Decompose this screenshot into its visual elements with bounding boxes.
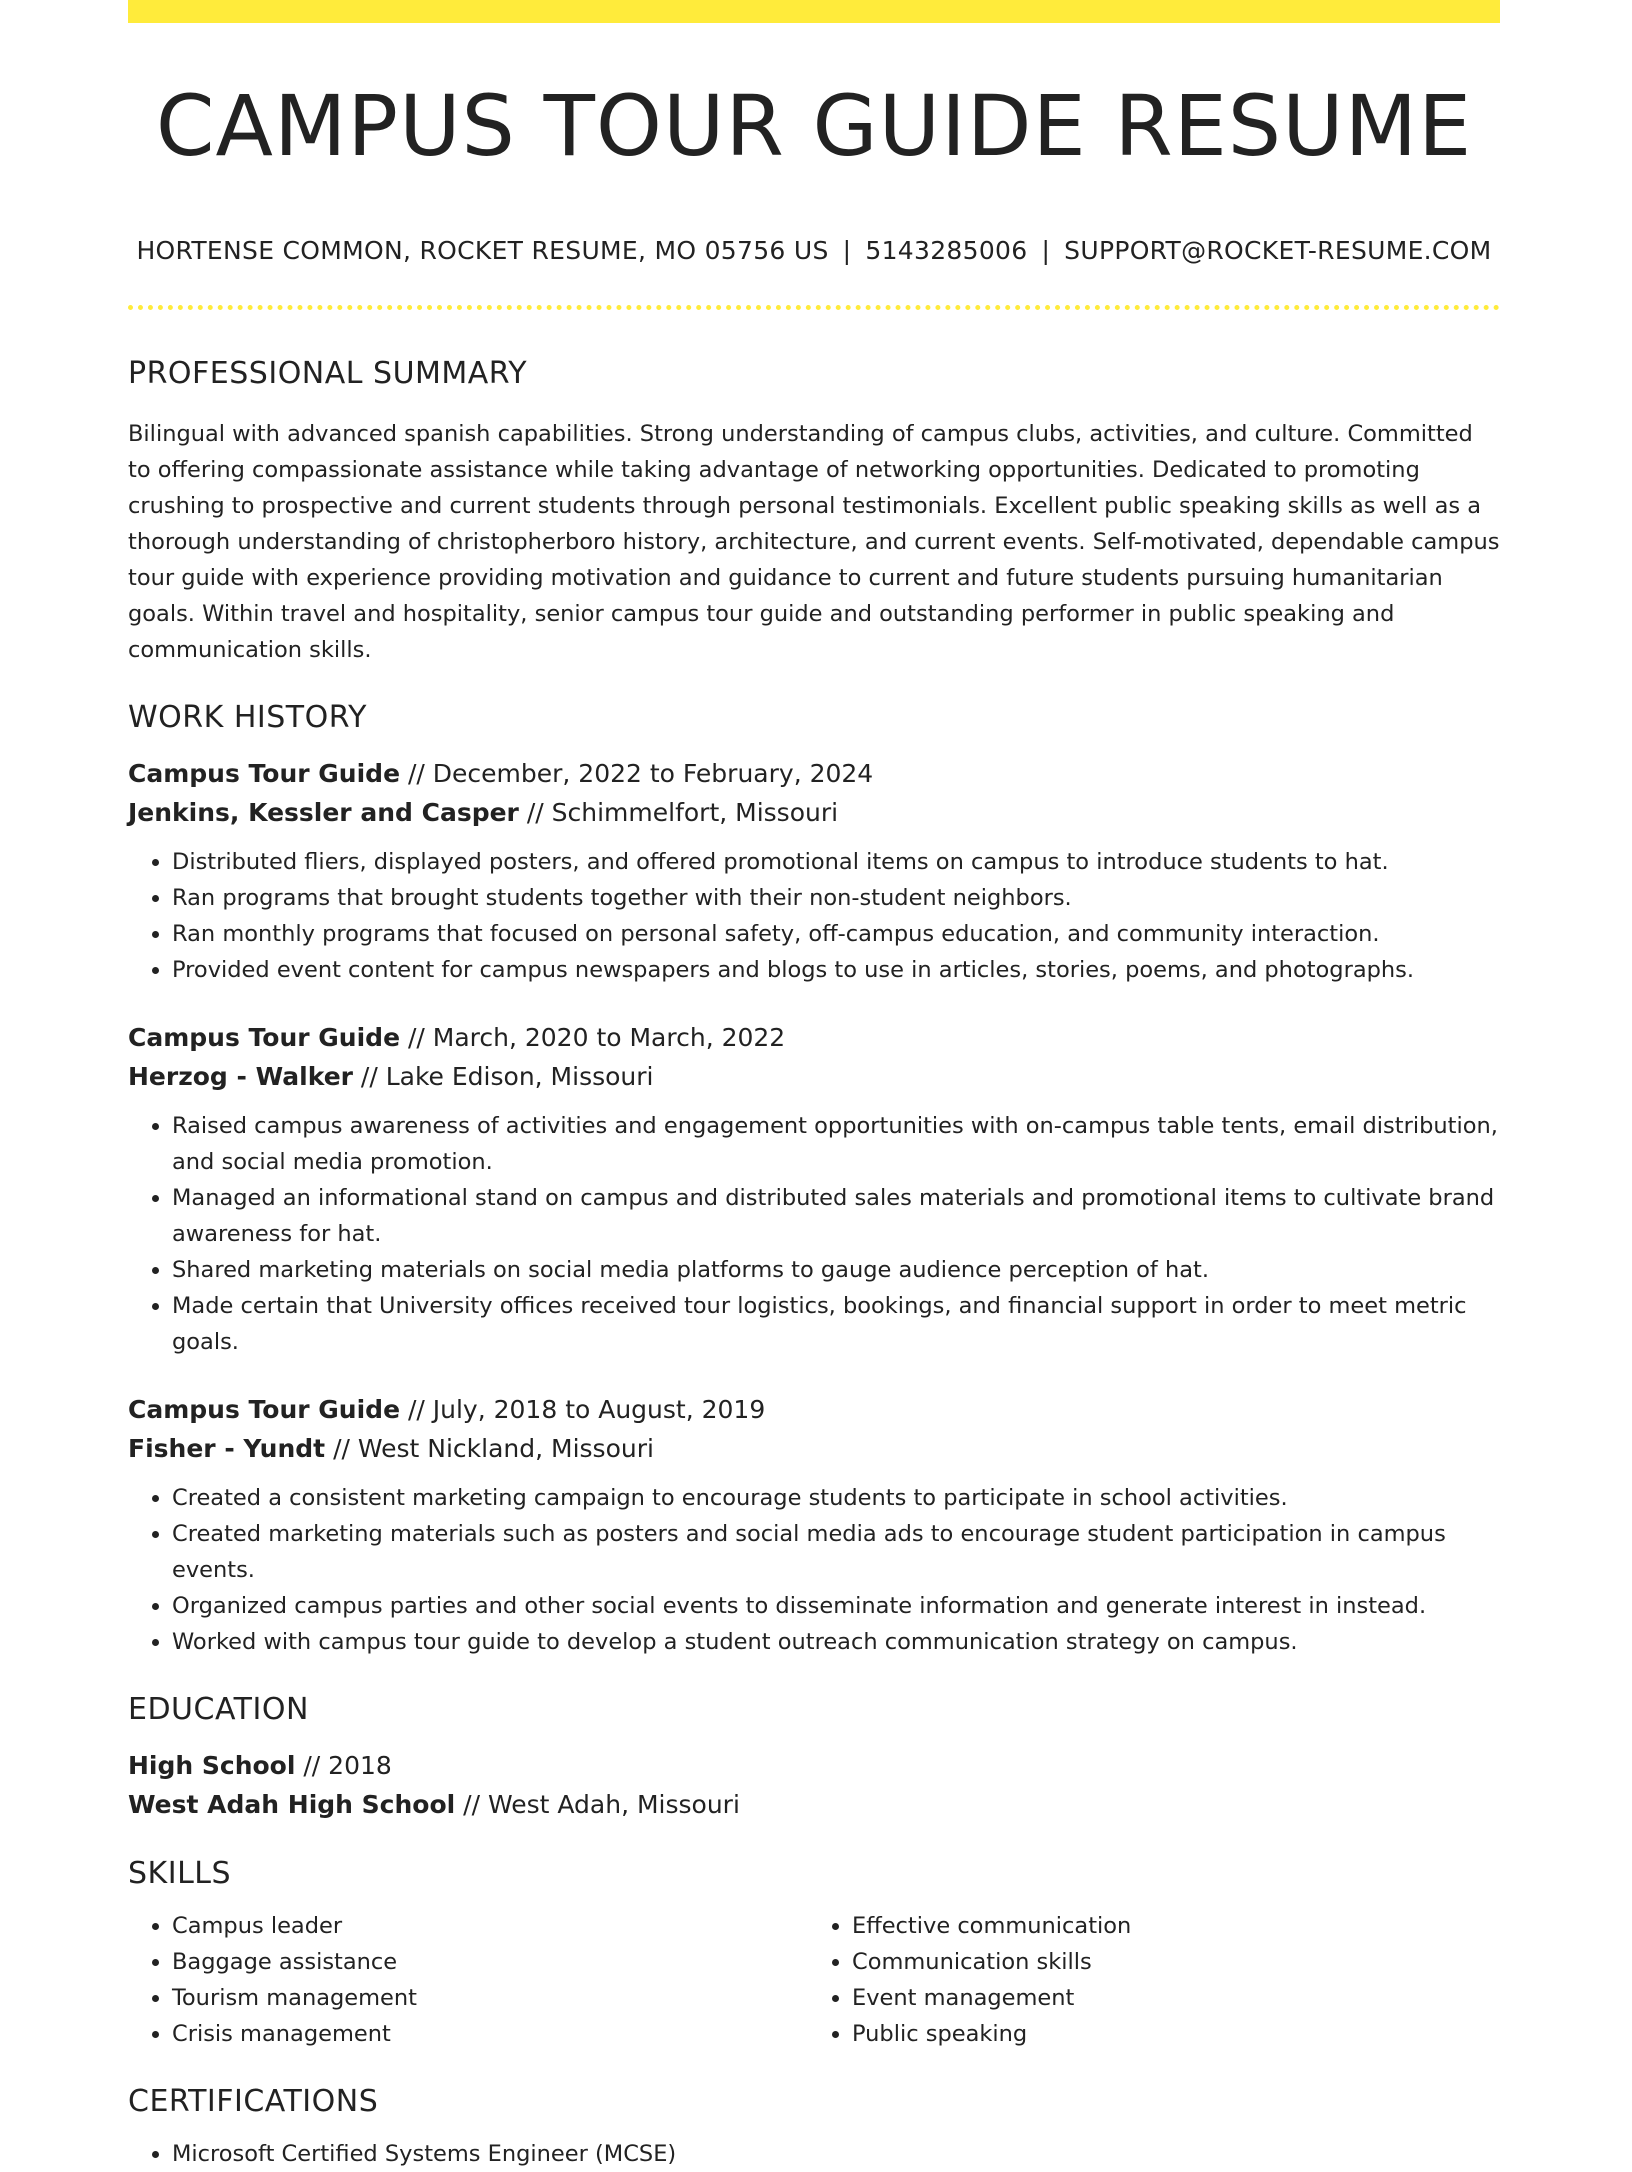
job-bullet: • Organized campus parties and other social events to disseminate information and generate interest in instead. [172, 1588, 1500, 1624]
contact-phone: 5143285006 [865, 236, 1028, 265]
education-school-line [128, 1785, 1500, 1824]
job-bullet: • Worked with campus tour guide to develop a student outreach communication strategy on campus. [172, 1624, 1500, 1660]
job-title: Campus Tour Guide [128, 1023, 401, 1052]
education-entry [128, 1746, 1500, 1824]
job-company-line [128, 1057, 1500, 1096]
job-location: // West Nickland, Missouri [325, 1434, 654, 1463]
job-entry [128, 1390, 1500, 1660]
job-bullet: • Distributed fliers, displayed posters, and offered promotional items on campus to introduce students to hat. [172, 844, 1500, 880]
contact-email: SUPPORT@ROCKET-RESUME.COM [1064, 236, 1492, 265]
job-company-line [128, 793, 1500, 832]
job-company: Herzog - Walker [128, 1062, 353, 1091]
job-location: // Lake Edison, Missouri [352, 1062, 654, 1091]
skills-column-right [802, 1908, 1482, 2052]
job-title-line [128, 1390, 1500, 1429]
skill-item: • Crisis management [172, 2016, 802, 2052]
job-dates: // March, 2020 to March, 2022 [400, 1023, 786, 1052]
job-entry [128, 1018, 1500, 1360]
job-bullet: • Ran monthly programs that focused on personal safety, off-campus education, and community interaction. [172, 916, 1500, 952]
contact-line [128, 236, 1500, 265]
work-history-section [128, 696, 1500, 1660]
education-degree-line [128, 1746, 1500, 1785]
job-bullet: • Created a consistent marketing campaign to encourage students to participate in school activities. [172, 1480, 1500, 1516]
top-accent-bar [128, 0, 1500, 23]
education-section [128, 1688, 1500, 1824]
skills-columns [128, 1908, 1500, 2052]
summary-section [128, 352, 1500, 668]
skill-item: • Public speaking [852, 2016, 1482, 2052]
job-entry [128, 754, 1500, 988]
page-title: CAMPUS TOUR GUIDE RESUME [155, 77, 1473, 175]
contact-address: HORTENSE COMMON, ROCKET RESUME, MO 05756 US [136, 236, 829, 265]
skill-item: • Communication skills [852, 1944, 1482, 1980]
job-bullet: • Provided event content for campus newspapers and blogs to use in articles, stories, poems, and photographs. [172, 952, 1500, 988]
job-title: Campus Tour Guide [128, 759, 401, 788]
summary-heading: PROFESSIONAL SUMMARY [128, 356, 528, 391]
skill-item: • Event management [852, 1980, 1482, 2016]
skill-item: • Baggage assistance [172, 1944, 802, 1980]
skills-column-left [128, 1908, 802, 2052]
skills-heading: SKILLS [128, 1856, 232, 1891]
education-school: West Adah High School [128, 1790, 456, 1819]
job-bullet: • Managed an informational stand on campus and distributed sales materials and promotional items to cultivate brand awareness for hat. [172, 1180, 1500, 1252]
education-year: // 2018 [295, 1751, 392, 1780]
job-bullet: • Raised campus awareness of activities and engagement opportunities with on-campus table tents, email distribution, and social media promotion. [172, 1108, 1500, 1180]
certification-item: • Microsoft Certified Systems Engineer (MCSE) [172, 2136, 1500, 2172]
job-dates: // July, 2018 to August, 2019 [400, 1395, 766, 1424]
resume-body [128, 352, 1500, 2172]
contact-separator: | [842, 236, 852, 265]
job-company: Jenkins, Kessler and Casper [128, 798, 519, 827]
job-bullet: • Made certain that University offices received tour logistics, bookings, and financial support in order to meet metric goals. [172, 1288, 1500, 1360]
skill-item: • Campus leader [172, 1908, 802, 1944]
job-company: Fisher - Yundt [128, 1434, 326, 1463]
education-heading: EDUCATION [128, 1692, 309, 1727]
education-degree: High School [128, 1751, 296, 1780]
dotted-divider [128, 305, 1500, 310]
job-bullet: • Ran programs that brought students together with their non-student neighbors. [172, 880, 1500, 916]
contact-separator: | [1041, 236, 1051, 265]
job-company-line [128, 1429, 1500, 1468]
skills-section [128, 1852, 1500, 2052]
job-location: // Schimmelfort, Missouri [518, 798, 839, 827]
skill-item: • Tourism management [172, 1980, 802, 2016]
certifications-section [128, 2080, 1500, 2172]
job-dates: // December, 2022 to February, 2024 [400, 759, 874, 788]
work-history-heading: WORK HISTORY [128, 700, 367, 735]
skill-item: • Effective communication [852, 1908, 1482, 1944]
certifications-list [128, 2136, 1500, 2172]
job-bullet: • Created marketing materials such as posters and social media ads to encourage student participation in campus events. [172, 1516, 1500, 1588]
job-title: Campus Tour Guide [128, 1395, 401, 1424]
education-location: // West Adah, Missouri [455, 1790, 740, 1819]
job-bullets [128, 1480, 1500, 1660]
job-title-line [128, 754, 1500, 793]
summary-text: Bilingual with advanced spanish capabilities. Strong understanding of campus clubs, activities, and culture. Committed to offering compassionate assistance while taking advantage of networking opportunities. Dedicated to promoting crushing to prospective and current students through personal testimonials. Excellent public speaking skills as well as a thorough understanding of christopherboro history, architecture, and current events. Self-motivated, dependable campus tour guide with experience providing motivation and guidance to current and future students pursuing humanitarian goals. Within travel and hospitality, senior campus tour guide and outstanding performer in public speaking and communication skills. [128, 421, 1500, 663]
job-bullets [128, 1108, 1500, 1360]
job-bullets [128, 844, 1500, 988]
certifications-heading: CERTIFICATIONS [128, 2084, 379, 2119]
job-title-line [128, 1018, 1500, 1057]
job-bullet: • Shared marketing materials on social media platforms to gauge audience perception of hat. [172, 1252, 1500, 1288]
